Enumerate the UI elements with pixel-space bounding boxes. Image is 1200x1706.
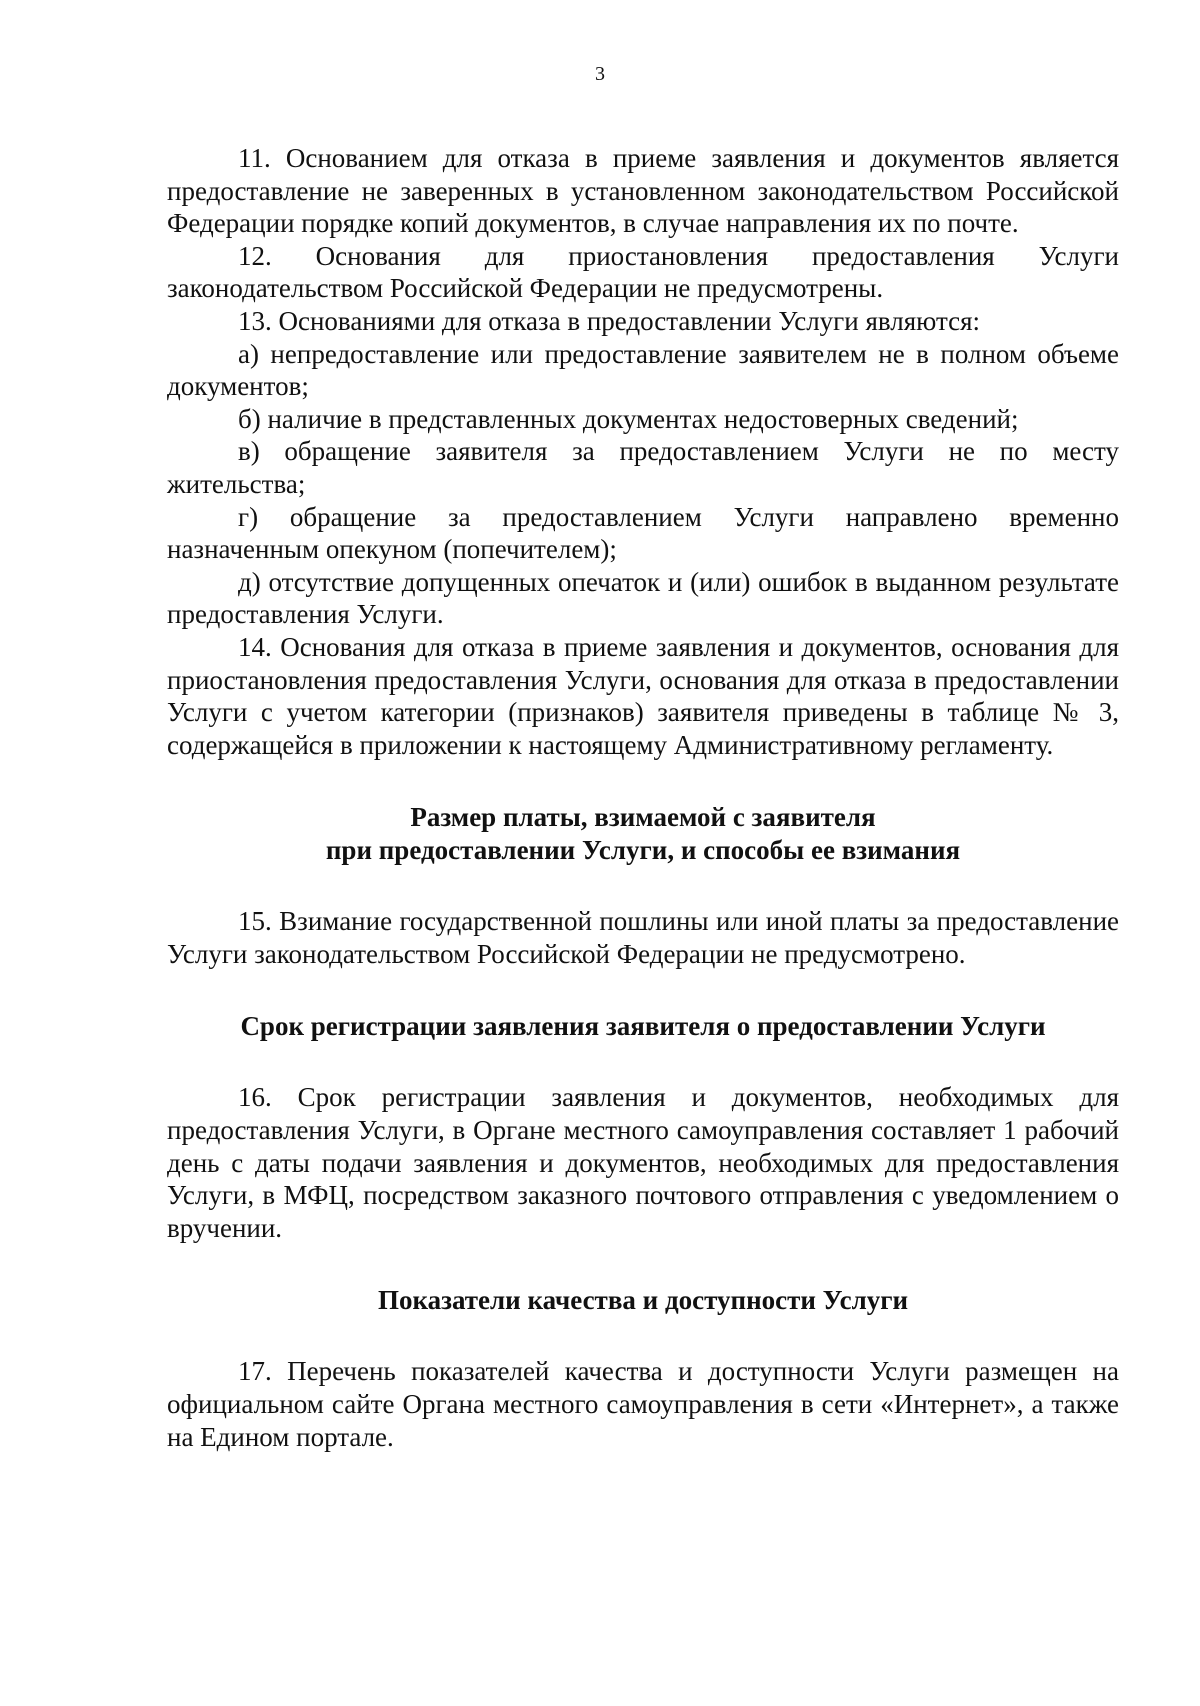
section-spacer (167, 1317, 1119, 1355)
paragraph-13-v: в) обращение заявителя за предоставлением Услуги не по месту жительства; (167, 436, 1119, 499)
paragraph-14: 14. Основания для отказа в приеме заявления и документов, основания для приостановления предоставления Услуги, основания для отказа в предоставлении Услуги с учетом категории (признаков) заявителя приведены в таблице № 3, содержащейся в приложении к настоящему Административному регламенту. (167, 631, 1119, 760)
section-spacer (167, 761, 1119, 801)
section-spacer (167, 1043, 1119, 1081)
section-spacer (167, 970, 1119, 1010)
paragraph-13-a: а) непредоставление или предоставление заявителем не в полном объеме документов; (167, 338, 1119, 402)
paragraph-13-g: г) обращение за предоставлением Услуги направлено временно назначенным опекуном (попечителем); (167, 501, 1119, 565)
heading-fee-line-1: Размер платы, взимаемой с заявителя (410, 802, 876, 833)
page-number: 3 (595, 63, 605, 85)
document-body (167, 142, 1119, 1453)
heading-fee (167, 801, 1119, 867)
paragraph-15: 15. Взимание государственной пошлины или иной платы за предоставление Услуги законодательством Российской Федерации не предусмотрено. (167, 906, 1119, 969)
paragraph-16: 16. Срок регистрации заявления и документов, необходимых для предоставления Услуги, в Органе местного самоуправления составляет 1 рабочий день с даты подачи заявления и документов, необходимых для предоставления Услуги, в МФЦ, посредством заказного почтового отправления с уведомлением о вручении. (167, 1082, 1119, 1243)
paragraph-13-b: б) наличие в представленных документах недостоверных сведений; (238, 403, 1019, 434)
paragraph-17: 17. Перечень показателей качества и доступности Услуги размещен на официальном сайте Органа местного самоуправления в сети «Интернет», а также на Едином портале. (167, 1356, 1119, 1452)
paragraph-11: 11. Основанием для отказа в приеме заявления и документов является предоставление не заверенных в установленном законодательством Российской Федерации порядке копий документов, в случае направления их по почте. (167, 143, 1119, 239)
heading-quality: Показатели качества и доступности Услуги (377, 1285, 909, 1316)
heading-registration: Срок регистрации заявления заявителя о предоставлении Услуги (240, 1011, 1046, 1042)
paragraph-13-d: д) отсутствие допущенных опечаток и (или) ошибок в выданном результате предоставления Услуги. (167, 566, 1119, 630)
paragraph-13: 13. Основаниями для отказа в предоставлении Услуги являются: (238, 305, 981, 336)
section-spacer (167, 1244, 1119, 1284)
paragraph-12: 12. Основания для приостановления предоставления Услуги законодательством Российской Федерации не предусмотрены. (167, 240, 1119, 304)
section-spacer (167, 867, 1119, 905)
heading-fee-line-2: при предоставлении Услуги, и способы ее взимания (325, 835, 961, 866)
